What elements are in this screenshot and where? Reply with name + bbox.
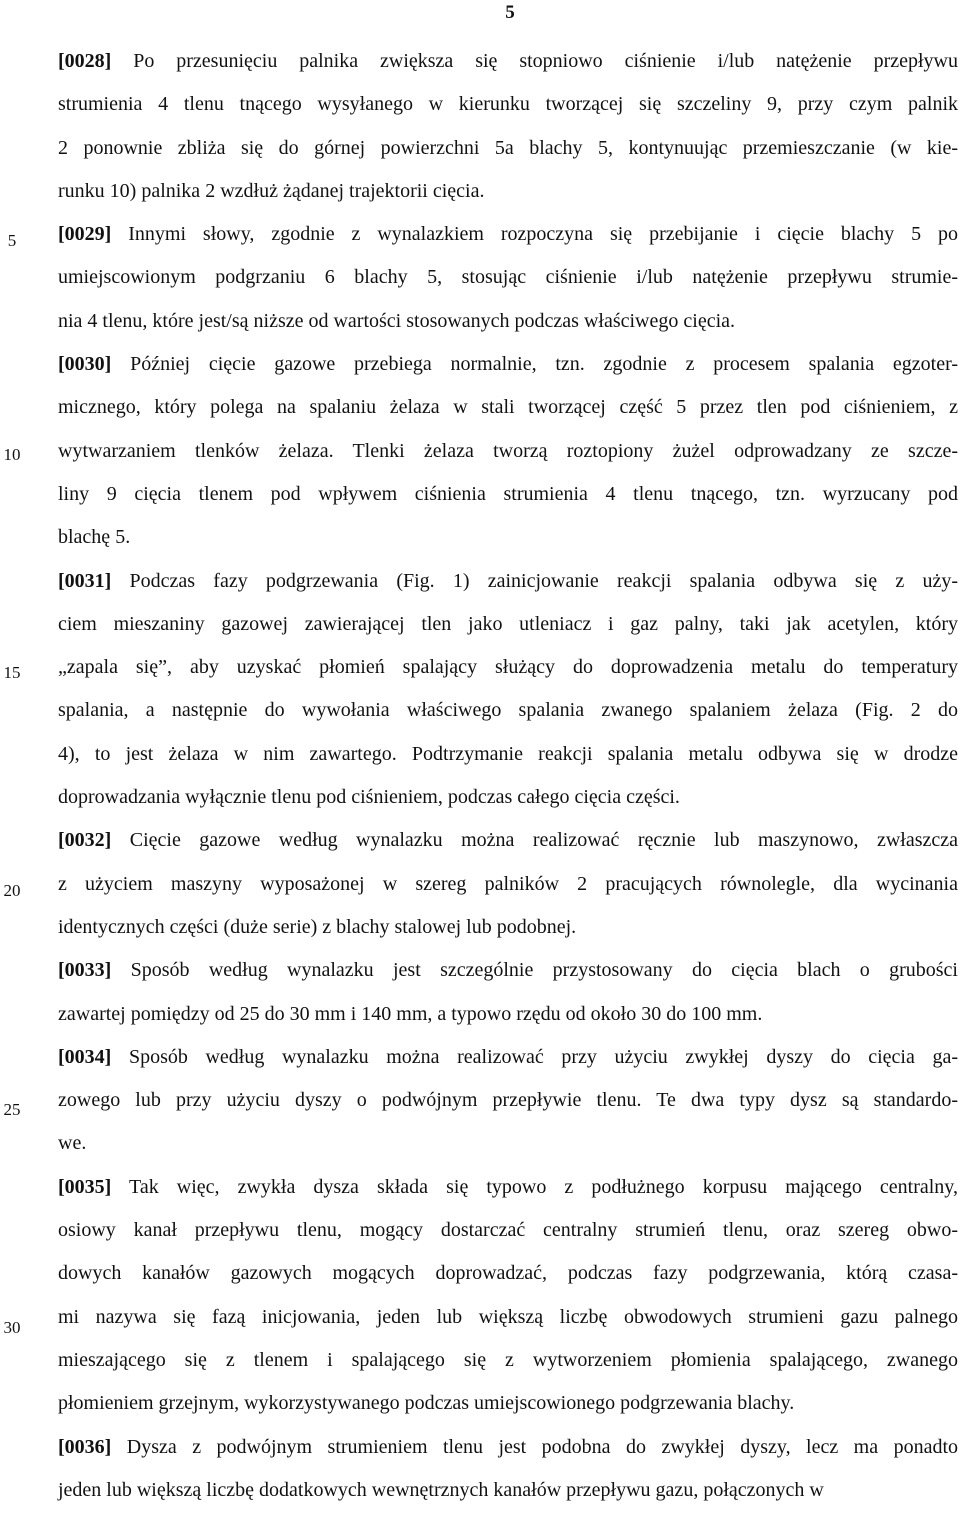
text-line: [0036] Dysza z podwójnym strumieniem tlenu jest podobna do zwykłej dyszy, lecz ma ponadto bbox=[58, 1435, 958, 1458]
text-line: „zapala się”, aby uzyskać płomień spalający służący do doprowadzenia metalu do temperatury bbox=[58, 656, 958, 679]
text-line: identycznych części (duże serie) z blachy stalowej lub podobnej. bbox=[58, 915, 577, 938]
paragraph bbox=[58, 343, 958, 559]
text-line: jeden lub większą liczbę dodatkowych wewnętrznych kanałów przepływu gazu, połączonych w bbox=[58, 1478, 824, 1501]
text-line: [0028] Po przesunięciu palnika zwiększa się stopniowo ciśnienie i/lub natężenie przepływu bbox=[58, 50, 958, 72]
text-line: 4), to jest żelaza w nim zawartego. Podtrzymanie reakcji spalania metalu odbywa się w drodze bbox=[58, 742, 958, 765]
text-line: [0032] Cięcie gazowe według wynalazku można realizować ręcznie lub maszynowo, zwłaszcza bbox=[58, 829, 958, 852]
line-number: 20 bbox=[3, 881, 21, 900]
document-body bbox=[58, 40, 958, 1512]
paragraph bbox=[58, 1036, 958, 1166]
text-line: spalania, a następnie do wywołania właściwego spalania zwanego spalaniem żelaza (Fig. 2 do bbox=[58, 699, 958, 722]
text-line: nia 4 tlenu, które jest/są niższe od wartości stosowanych podczas właściwego cięcia. bbox=[58, 309, 736, 332]
text-line: [0033] Sposób według wynalazku jest szczególnie przystosowany do cięcia blach o grubości bbox=[58, 959, 958, 982]
page-number: 5 bbox=[505, 2, 515, 23]
line-number: 25 bbox=[3, 1100, 21, 1119]
text-line: wytwarzaniem tlenków żelaza. Tlenki żelaza tworzą roztopiony żużel odprowadzany ze szcze- bbox=[58, 439, 958, 462]
text-line: osiowy kanał przepływu tlenu, mogący dostarczać centralny strumień tlenu, oraz szereg obwo- bbox=[58, 1219, 958, 1242]
text-line: [0031] Podczas fazy podgrzewania (Fig. 1) zainicjowanie reakcji spalania odbywa się z uży- bbox=[58, 569, 958, 592]
text-line: z użyciem maszyny wyposażonej w szereg palników 2 pracujących równolegle, dla wycinania bbox=[58, 872, 958, 895]
text-line: [0029] Innymi słowy, zgodnie z wynalazkiem rozpoczyna się przebijanie i cięcie blachy 5 po bbox=[58, 223, 958, 246]
line-number: 5 bbox=[7, 231, 17, 250]
text-line: [0035] Tak więc, zwykła dysza składa się typowo z podłużnego korpusu mającego centralny, bbox=[58, 1175, 958, 1198]
text-line: [0034] Sposób według wynalazku można realizować przy użyciu zwykłej dyszy do cięcia ga- bbox=[58, 1045, 958, 1068]
text-line: doprowadzania wyłącznie tlenu pod ciśnieniem, podczas całego cięcia części. bbox=[58, 786, 680, 809]
text-line: micznego, który polega na spalaniu żelaza w stali tworzącej część 5 przez tlen pod ciśnieniem, z bbox=[58, 396, 958, 419]
paragraph bbox=[58, 1426, 958, 1513]
line-number: 10 bbox=[3, 445, 21, 464]
text-line: mi nazywa się fazą inicjowania, jeden lub większą liczbę obwodowych strumieni gazu palnego bbox=[58, 1305, 958, 1328]
text-line: liny 9 cięcia tlenem pod wpływem ciśnienia strumienia 4 tlenu tnącego, tzn. wyrzucany pod bbox=[58, 482, 958, 505]
text-line: umiejscowionym podgrzaniu 6 blachy 5, stosując ciśnienie i/lub natężenie przepływu strumie- bbox=[58, 266, 958, 289]
text-line: we. bbox=[58, 1132, 87, 1155]
paragraph bbox=[58, 1166, 958, 1426]
paragraph bbox=[58, 949, 958, 1036]
paragraph bbox=[58, 40, 958, 213]
text-line: 2 ponownie zbliża się do górnej powierzchni 5a blachy 5, kontynuując przemieszczanie (w kie- bbox=[58, 136, 958, 159]
text-line: zawartej pomiędzy od 25 do 30 mm i 140 mm, a typowo rzędu od około 30 do 100 mm. bbox=[58, 1002, 763, 1025]
text-line: strumienia 4 tlenu tnącego wysyłanego w kierunku tworzącej się szczeliny 9, przy czym palnik bbox=[58, 93, 958, 116]
paragraph bbox=[58, 213, 958, 343]
text-line: dowych kanałów gazowych mogących doprowadzać, podczas fazy podgrzewania, którą czasa- bbox=[58, 1262, 958, 1285]
paragraph bbox=[58, 819, 958, 949]
text-line: blachę 5. bbox=[58, 526, 131, 549]
text-line: runku 10) palnika 2 wzdłuż żądanej trajektorii cięcia. bbox=[58, 179, 485, 202]
text-line: zowego lub przy użyciu dyszy o podwójnym przepływie tlenu. Te dwa typy dysz są standardo- bbox=[58, 1089, 958, 1112]
line-number: 15 bbox=[3, 663, 21, 682]
text-line: płomieniem grzejnym, wykorzystywanego podczas umiejscowionego podgrzewania blachy. bbox=[58, 1392, 795, 1415]
text-line: ciem mieszaniny gazowej zawierającej tlen jako utleniacz i gaz palny, taki jak acetylen, który bbox=[58, 612, 958, 635]
line-number: 30 bbox=[3, 1318, 21, 1337]
text-line: mieszającego się z tlenem i spalającego się z wytworzeniem płomienia spalającego, zwanego bbox=[58, 1348, 958, 1371]
paragraph bbox=[58, 560, 958, 820]
text-line: [0030] Później cięcie gazowe przebiega normalnie, tzn. zgodnie z procesem spalania egzoter- bbox=[58, 353, 958, 376]
